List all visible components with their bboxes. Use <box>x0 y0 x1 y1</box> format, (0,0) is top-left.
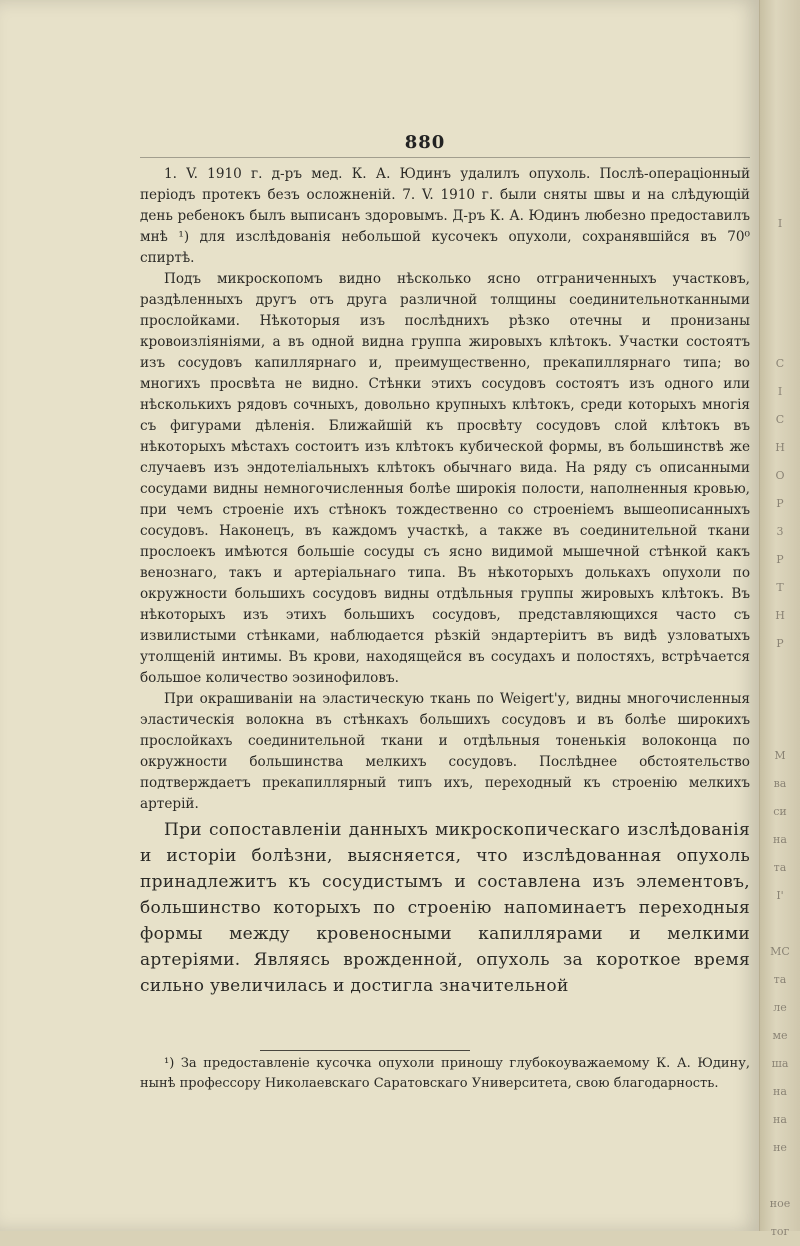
fragment: I <box>777 217 783 230</box>
fragment: не <box>773 1141 787 1154</box>
fragment: ме <box>772 1029 788 1042</box>
fragment: O <box>775 469 785 482</box>
paragraph-2: Подъ микроскопомъ видно нѣсколько ясно отграниченныхъ участковъ, раздѣленныхъ другъ отъ друга различной толщины соединительнотканными прослойками. Нѣкоторыя изъ послѣднихъ рѣзко отечны и пронизаны кровоизліяніями, а въ одной видна группа жировыхъ клѣтокъ. Участки состоятъ изъ сосудовъ капиллярнаго и, преимущественно, прекапиллярнаго типа; во многихъ просвѣта не видно. Стѣнки этихъ сосудовъ состоятъ изъ одного или нѣсколькихъ рядовъ сочныхъ, довольно крупныхъ клѣтокъ, среди которыхъ многія съ фигурами дѣленія. Ближайшій къ просвѣту сосудовъ слой клѣтокъ въ нѣкоторыхъ мѣстахъ состоитъ изъ клѣтокъ кубической формы, въ большинствѣ же случаевъ изъ эндотеліальныхъ клѣтокъ обычнаго вида. На ряду съ описанными сосудами видны немногочисленныя болѣе широкія полости, наполненныя кровью, при чемъ строеніе ихъ стѣнокъ тождественно со строеніемъ вышеописанныхъ сосудовъ. Наконецъ, въ каждомъ участкѣ, а также въ соединительной ткани прослоекъ имѣются большіе сосуды съ ясно видимой мышечной стѣнкой какъ венознаго, такъ и артеріальнаго типа. Въ нѣкоторыхъ долькахъ опухоли по окружности большихъ сосудовъ видны отдѣльныя группы жировыхъ клѣтокъ. Въ нѣкоторыхъ изъ этихъ большихъ сосудовъ, представляющихся часто съ извилистыми стѣнками, наблюдается рѣзкій эндартеріитъ въ видѣ узловатыхъ утолщеній интимы. Въ крови, находящейся въ сосудахъ и полостяхъ, встрѣчается большое количество эозинофиловъ. <box>140 271 750 686</box>
paragraph-4: При сопоставленіи данныхъ микроскопическаго изслѣдованія и исторіи болѣзни, выясняется, что изслѣдованная опухоль принадлежитъ къ сосудистымъ и составлена изъ элементовъ, большинство которыхъ по строенію напоминаетъ переходныя формы между кровеносными капиллярами и мелкими артеріями. Являясь врожденной, опухоль за короткое время сильно увеличилась и достигла значительной <box>140 820 750 996</box>
adjacent-page-edge <box>759 0 800 1238</box>
fragment <box>766 714 794 742</box>
fragment: C <box>775 413 785 426</box>
fragment: P <box>776 497 784 510</box>
fragment: ша <box>771 1057 789 1070</box>
page-number: 880 <box>404 132 446 153</box>
fragment: та <box>773 861 787 874</box>
fragment <box>766 266 794 294</box>
fragment: МС <box>770 945 790 958</box>
main-text <box>140 164 750 999</box>
fragment: I <box>777 385 783 398</box>
footnote: ¹) За предоставленіе кусочка опухоли приношу глубокоуважаемому К. А. Юдину, нынѣ профессору Николаевскаго Саратовскаго Университета, свою благодарность. <box>140 1056 750 1091</box>
fragment: H <box>775 609 785 622</box>
fragment <box>766 910 794 938</box>
fragment <box>766 1162 794 1190</box>
fragment: на <box>773 1113 787 1126</box>
adjacent-page-fragments <box>766 210 794 1246</box>
fragment: на <box>773 1085 787 1098</box>
fragment: та <box>773 973 787 986</box>
fragment: I' <box>776 889 784 902</box>
fragment: ле <box>773 1001 787 1014</box>
fragment: T <box>776 581 784 594</box>
fragment: на <box>773 833 787 846</box>
fragment <box>766 322 794 350</box>
fragment: P <box>776 637 784 650</box>
fragment: 3 <box>776 525 784 538</box>
fragment <box>766 238 794 266</box>
fragment: P <box>776 553 784 566</box>
fragment: C <box>775 357 785 370</box>
fragment: тог <box>770 1225 790 1238</box>
fragment <box>766 294 794 322</box>
paragraph-1: 1. V. 1910 г. д-ръ мед. К. А. Юдинъ удалилъ опухоль. Послѣ-операціонный періодъ протекъ безъ осложненій. 7. V. 1910 г. были сняты швы и на слѣдующій день ребенокъ былъ выписанъ здоровымъ. Д-ръ К. А. Юдинъ любезно предоставилъ мнѣ ¹) для изслѣдованія небольшой кусочекъ опухоли, сохранявшійся въ 70⁰ спиртѣ. <box>140 166 750 266</box>
fragment <box>766 686 794 714</box>
footnote-divider <box>260 1050 470 1051</box>
fragment: си <box>773 805 787 818</box>
paragraph-3: При окрашиваніи на эластическую ткань по Weigert'у, видны многочисленныя эластическія волокна въ стѣнкахъ большихъ сосудовъ и въ болѣе широкихъ прослойкахъ соединительной ткани и отдѣльныя тоненькія волоконца по окружности большинства мелкихъ сосудовъ. Послѣднее обстоятельство подтверждаетъ прекапиллярный типъ ихъ, переходный къ строенію мелкихъ артерій. <box>140 691 750 812</box>
fragment: M <box>774 749 786 762</box>
page-top-divider <box>140 157 750 158</box>
fragment: H <box>775 441 785 454</box>
fragment <box>766 658 794 686</box>
fragment: ва <box>773 777 787 790</box>
fragment: ное <box>769 1197 791 1210</box>
